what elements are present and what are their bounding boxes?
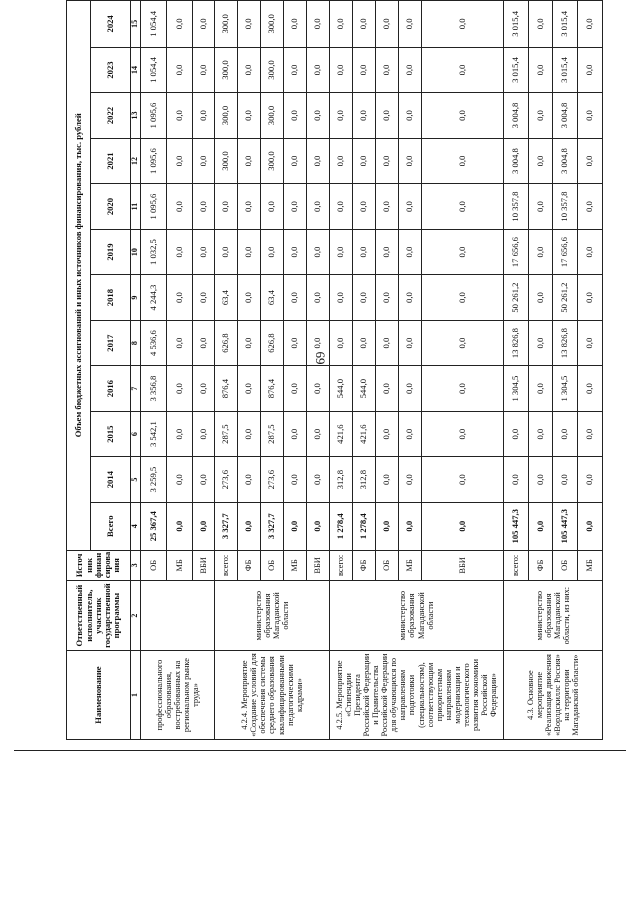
year-value: 0,0 — [167, 138, 193, 184]
year-value: 421,6 — [330, 411, 353, 457]
year-value: 0,0 — [529, 47, 553, 93]
year-value: 0,0 — [307, 275, 330, 321]
column-number: 6 — [131, 411, 141, 457]
year-value: 0,0 — [376, 275, 399, 321]
year-value: 0,0 — [193, 93, 215, 139]
total-value: 105 447,3 — [553, 502, 578, 550]
total-value: 25 367,4 — [141, 502, 167, 550]
rotated-table-frame — [66, 0, 595, 740]
year-value: 3 259,5 — [141, 457, 167, 503]
year-value: 0,0 — [284, 47, 307, 93]
table-row — [215, 1, 238, 740]
header-year: 2023 — [91, 47, 131, 93]
year-value: 300,0 — [215, 1, 238, 48]
year-value: 0,0 — [167, 366, 193, 412]
year-value: 0,0 — [578, 229, 603, 275]
total-value: 0,0 — [193, 502, 215, 550]
responsible-executor: министерство образования Магаданской области — [215, 581, 330, 651]
year-value: 0,0 — [578, 457, 603, 503]
column-number: 13 — [131, 93, 141, 139]
year-value: 0,0 — [307, 457, 330, 503]
funding-source: ФБ — [353, 550, 376, 581]
year-value: 0,0 — [330, 47, 353, 93]
header-year: 2018 — [91, 275, 131, 321]
year-value: 300,0 — [261, 47, 284, 93]
year-value: 0,0 — [399, 457, 422, 503]
header-responsible: Ответственный исполнитель, участник государственной программы — [67, 581, 131, 651]
funding-source: ФБ — [529, 550, 553, 581]
header-year: 2024 — [91, 1, 131, 48]
year-value: 3 015,4 — [553, 1, 578, 48]
year-value: 0,0 — [376, 1, 399, 48]
total-value: 0,0 — [376, 502, 399, 550]
header-year: 2022 — [91, 93, 131, 139]
year-value: 0,0 — [167, 411, 193, 457]
year-value: 0,0 — [529, 184, 553, 230]
year-value: 0,0 — [193, 184, 215, 230]
total-value: 3 327,7 — [261, 502, 284, 550]
year-value: 0,0 — [167, 320, 193, 366]
year-value: 4 244,3 — [141, 275, 167, 321]
year-value: 1 095,6 — [141, 184, 167, 230]
year-value: 0,0 — [330, 1, 353, 48]
year-value: 0,0 — [422, 184, 504, 230]
year-value: 0,0 — [284, 93, 307, 139]
column-number: 8 — [131, 320, 141, 366]
total-value: 0,0 — [422, 502, 504, 550]
year-value: 0,0 — [238, 1, 261, 48]
column-number: 9 — [131, 275, 141, 321]
column-number: 12 — [131, 138, 141, 184]
year-value: 0,0 — [422, 411, 504, 457]
column-number: 11 — [131, 184, 141, 230]
year-value: 1 095,6 — [141, 93, 167, 139]
year-value: 0,0 — [422, 47, 504, 93]
year-value: 300,0 — [261, 138, 284, 184]
year-value: 0,0 — [353, 138, 376, 184]
year-value: 17 656,6 — [504, 229, 529, 275]
year-value: 0,0 — [376, 457, 399, 503]
year-value: 0,0 — [307, 184, 330, 230]
measure-name: профессионального образования, востребованных на региональном рынке труда» — [141, 651, 215, 740]
responsible-executor: министерство образования Магаданской области, из них: — [504, 581, 603, 651]
column-number: 10 — [131, 229, 141, 275]
year-value: 312,8 — [330, 457, 353, 503]
year-value: 0,0 — [307, 229, 330, 275]
year-value: 0,0 — [376, 184, 399, 230]
year-value: 0,0 — [284, 411, 307, 457]
funding-source: всего: — [215, 550, 238, 581]
year-value: 544,0 — [353, 366, 376, 412]
column-number: 1 — [131, 651, 141, 740]
year-value: 63,4 — [215, 275, 238, 321]
year-value: 0,0 — [238, 457, 261, 503]
year-value: 3 015,4 — [504, 1, 529, 48]
header-year: 2014 — [91, 457, 131, 503]
year-value: 0,0 — [167, 1, 193, 48]
year-value: 3 015,4 — [504, 47, 529, 93]
year-value: 300,0 — [215, 93, 238, 139]
year-value: 0,0 — [307, 1, 330, 48]
year-value: 0,0 — [193, 47, 215, 93]
year-value: 0,0 — [578, 93, 603, 139]
year-value: 0,0 — [307, 320, 330, 366]
year-value: 3 004,8 — [504, 93, 529, 139]
total-value: 1 278,4 — [330, 502, 353, 550]
header-year: 2020 — [91, 184, 131, 230]
year-value: 0,0 — [167, 457, 193, 503]
year-value: 0,0 — [307, 138, 330, 184]
year-value: 0,0 — [238, 320, 261, 366]
year-value: 0,0 — [578, 138, 603, 184]
column-number: 7 — [131, 366, 141, 412]
year-value: 0,0 — [284, 457, 307, 503]
year-value: 10 357,8 — [504, 184, 529, 230]
year-value: 0,0 — [167, 229, 193, 275]
year-value: 0,0 — [238, 47, 261, 93]
year-value: 3 004,8 — [553, 138, 578, 184]
header-volume: Объем бюджетных ассигнований и иных источников финансирования, тыс. рублей — [67, 1, 91, 551]
year-value: 3 356,8 — [141, 366, 167, 412]
year-value: 3 015,4 — [553, 47, 578, 93]
year-value: 50 261,2 — [553, 275, 578, 321]
funding-source: МБ — [284, 550, 307, 581]
year-value: 10 357,8 — [553, 184, 578, 230]
year-value: 0,0 — [330, 184, 353, 230]
year-value: 0,0 — [193, 366, 215, 412]
column-number: 14 — [131, 47, 141, 93]
year-value: 0,0 — [399, 366, 422, 412]
year-value: 0,0 — [399, 229, 422, 275]
year-value: 1 054,4 — [141, 1, 167, 48]
rotated-table-wrapper — [66, 0, 595, 740]
year-value: 0,0 — [422, 229, 504, 275]
year-value: 0,0 — [529, 1, 553, 48]
total-value: 0,0 — [167, 502, 193, 550]
year-value: 3 542,1 — [141, 411, 167, 457]
year-value: 0,0 — [529, 366, 553, 412]
year-value: 0,0 — [284, 138, 307, 184]
year-value: 63,4 — [261, 275, 284, 321]
year-value: 0,0 — [529, 93, 553, 139]
year-value: 0,0 — [238, 275, 261, 321]
year-value: 0,0 — [399, 411, 422, 457]
year-value: 1 054,4 — [141, 47, 167, 93]
year-value: 17 656,6 — [553, 229, 578, 275]
year-value: 0,0 — [330, 138, 353, 184]
year-value: 0,0 — [376, 47, 399, 93]
year-value: 0,0 — [215, 229, 238, 275]
funding-source: всего: — [504, 550, 529, 581]
year-value: 0,0 — [422, 320, 504, 366]
header-year: 2021 — [91, 138, 131, 184]
year-value: 300,0 — [215, 138, 238, 184]
year-value: 0,0 — [553, 457, 578, 503]
column-number: 3 — [131, 550, 141, 581]
year-value: 0,0 — [422, 275, 504, 321]
year-value: 0,0 — [376, 411, 399, 457]
year-value: 0,0 — [399, 47, 422, 93]
year-value: 287,5 — [261, 411, 284, 457]
header-year: 2019 — [91, 229, 131, 275]
year-value: 13 826,8 — [504, 320, 529, 366]
total-value: 0,0 — [238, 502, 261, 550]
funding-source: ВБИ — [193, 550, 215, 581]
year-value: 0,0 — [422, 1, 504, 48]
total-value: 0,0 — [578, 502, 603, 550]
header-year: 2016 — [91, 366, 131, 412]
year-value: 300,0 — [215, 47, 238, 93]
year-value: 0,0 — [284, 320, 307, 366]
table-row — [330, 1, 353, 740]
total-value: 0,0 — [529, 502, 553, 550]
year-value: 1 304,5 — [553, 366, 578, 412]
year-value: 626,8 — [261, 320, 284, 366]
header-year: 2015 — [91, 411, 131, 457]
year-value: 0,0 — [238, 229, 261, 275]
table-row — [504, 1, 529, 740]
year-value: 0,0 — [578, 47, 603, 93]
year-value: 0,0 — [529, 138, 553, 184]
year-value: 0,0 — [330, 93, 353, 139]
year-value: 0,0 — [238, 93, 261, 139]
year-value: 0,0 — [307, 411, 330, 457]
year-value: 0,0 — [284, 184, 307, 230]
year-value: 0,0 — [261, 229, 284, 275]
table-row — [141, 1, 167, 740]
total-value: 1 278,4 — [353, 502, 376, 550]
measure-name: 4.2.4. Мероприятие «Создание условий для обеспечения системы среднего образования квалифицированными педагогическими кадрами» — [215, 651, 330, 740]
total-value: 105 447,3 — [504, 502, 529, 550]
year-value: 0,0 — [422, 93, 504, 139]
year-value: 0,0 — [529, 320, 553, 366]
year-value: 544,0 — [330, 366, 353, 412]
year-value: 273,6 — [261, 457, 284, 503]
year-value: 0,0 — [167, 93, 193, 139]
year-value: 0,0 — [422, 457, 504, 503]
year-value: 3 004,8 — [504, 138, 529, 184]
year-value: 287,5 — [215, 411, 238, 457]
column-number: 5 — [131, 457, 141, 503]
year-value: 0,0 — [238, 138, 261, 184]
year-value: 0,0 — [167, 184, 193, 230]
year-value: 0,0 — [578, 366, 603, 412]
funding-source: ВБИ — [422, 550, 504, 581]
year-value: 0,0 — [578, 275, 603, 321]
year-value: 300,0 — [261, 93, 284, 139]
year-value: 421,6 — [353, 411, 376, 457]
year-value: 312,8 — [353, 457, 376, 503]
year-value: 0,0 — [504, 411, 529, 457]
year-value: 0,0 — [284, 1, 307, 48]
year-value: 0,0 — [193, 138, 215, 184]
year-value: 0,0 — [578, 411, 603, 457]
year-value: 0,0 — [193, 320, 215, 366]
year-value: 0,0 — [330, 320, 353, 366]
column-number: 15 — [131, 1, 141, 48]
responsible-executor — [141, 581, 215, 651]
year-value: 0,0 — [284, 275, 307, 321]
year-value: 0,0 — [284, 229, 307, 275]
year-value: 0,0 — [215, 184, 238, 230]
year-value: 0,0 — [193, 411, 215, 457]
year-value: 0,0 — [284, 366, 307, 412]
year-value: 0,0 — [376, 93, 399, 139]
year-value: 0,0 — [578, 184, 603, 230]
funding-source: ОБ — [376, 550, 399, 581]
year-value: 1 304,5 — [504, 366, 529, 412]
year-value: 0,0 — [376, 320, 399, 366]
funding-source: МБ — [167, 550, 193, 581]
funding-source: МБ — [399, 550, 422, 581]
year-value: 0,0 — [399, 1, 422, 48]
year-value: 0,0 — [353, 229, 376, 275]
year-value: 0,0 — [578, 320, 603, 366]
year-value: 876,4 — [215, 366, 238, 412]
year-value: 0,0 — [193, 1, 215, 48]
funding-source: ОБ — [261, 550, 284, 581]
responsible-executor: министерство образования Магаданской области — [330, 581, 504, 651]
year-value: 0,0 — [553, 411, 578, 457]
year-value: 0,0 — [238, 184, 261, 230]
year-value: 0,0 — [529, 411, 553, 457]
year-value: 0,0 — [504, 457, 529, 503]
year-value: 0,0 — [238, 366, 261, 412]
year-value: 876,4 — [261, 366, 284, 412]
year-value: 0,0 — [578, 1, 603, 48]
year-value: 0,0 — [193, 457, 215, 503]
year-value: 0,0 — [399, 184, 422, 230]
page-number: 69 — [313, 351, 328, 365]
header-name: Наименование — [67, 651, 131, 740]
year-value: 0,0 — [399, 275, 422, 321]
year-value: 300,0 — [261, 1, 284, 48]
year-value: 0,0 — [167, 47, 193, 93]
year-value: 0,0 — [422, 138, 504, 184]
year-value: 626,8 — [215, 320, 238, 366]
funding-source: ВБИ — [307, 550, 330, 581]
year-value: 0,0 — [422, 366, 504, 412]
funding-source: всего: — [330, 550, 353, 581]
year-value: 0,0 — [307, 93, 330, 139]
year-value: 1 095,6 — [141, 138, 167, 184]
year-value: 0,0 — [376, 229, 399, 275]
year-value: 0,0 — [353, 184, 376, 230]
header-year: 2017 — [91, 320, 131, 366]
horizontal-rule — [14, 750, 626, 751]
measure-name: 4.3. Основное мероприятие «Реализация движения «Ворлдскиллс Россия» на территории Магаданской области» — [504, 651, 603, 740]
column-number: 2 — [131, 581, 141, 651]
year-value: 273,6 — [215, 457, 238, 503]
year-value: 0,0 — [261, 184, 284, 230]
funding-source: ОБ — [553, 550, 578, 581]
measure-name: 4.2.5. Мероприятие «Стипендии Президента Российской Федерации и Правительства Российской Федерации для обучающихся по направлениям подготовки (специальностям), соответствующим приоритетным направлениям модернизации и технологического развития экономики Российской Федерации» — [330, 651, 504, 740]
funding-source: МБ — [578, 550, 603, 581]
year-value: 50 261,2 — [504, 275, 529, 321]
year-value: 0,0 — [238, 411, 261, 457]
year-value: 0,0 — [399, 138, 422, 184]
year-value: 0,0 — [376, 138, 399, 184]
total-value: 0,0 — [307, 502, 330, 550]
budget-table — [66, 0, 603, 740]
total-value: 0,0 — [399, 502, 422, 550]
year-value: 4 536,6 — [141, 320, 167, 366]
total-value: 0,0 — [284, 502, 307, 550]
year-value: 0,0 — [529, 229, 553, 275]
year-value: 13 826,8 — [553, 320, 578, 366]
year-value: 0,0 — [330, 229, 353, 275]
year-value: 0,0 — [399, 93, 422, 139]
header-source: Источ ник финан сирова ния — [67, 550, 131, 581]
year-value: 1 032,5 — [141, 229, 167, 275]
funding-source: ОБ — [141, 550, 167, 581]
year-value: 0,0 — [307, 366, 330, 412]
year-value: 0,0 — [529, 457, 553, 503]
year-value: 3 004,8 — [553, 93, 578, 139]
year-value: 0,0 — [353, 1, 376, 48]
year-value: 0,0 — [353, 320, 376, 366]
year-value: 0,0 — [193, 229, 215, 275]
year-value: 0,0 — [353, 275, 376, 321]
year-value: 0,0 — [193, 275, 215, 321]
header-total: Всего — [91, 502, 131, 550]
year-value: 0,0 — [353, 93, 376, 139]
year-value: 0,0 — [376, 366, 399, 412]
year-value: 0,0 — [353, 47, 376, 93]
year-value: 0,0 — [307, 47, 330, 93]
total-value: 3 327,7 — [215, 502, 238, 550]
year-value: 0,0 — [330, 275, 353, 321]
year-value: 0,0 — [167, 275, 193, 321]
year-value: 0,0 — [399, 320, 422, 366]
funding-source: ФБ — [238, 550, 261, 581]
column-number: 4 — [131, 502, 141, 550]
year-value: 0,0 — [529, 275, 553, 321]
